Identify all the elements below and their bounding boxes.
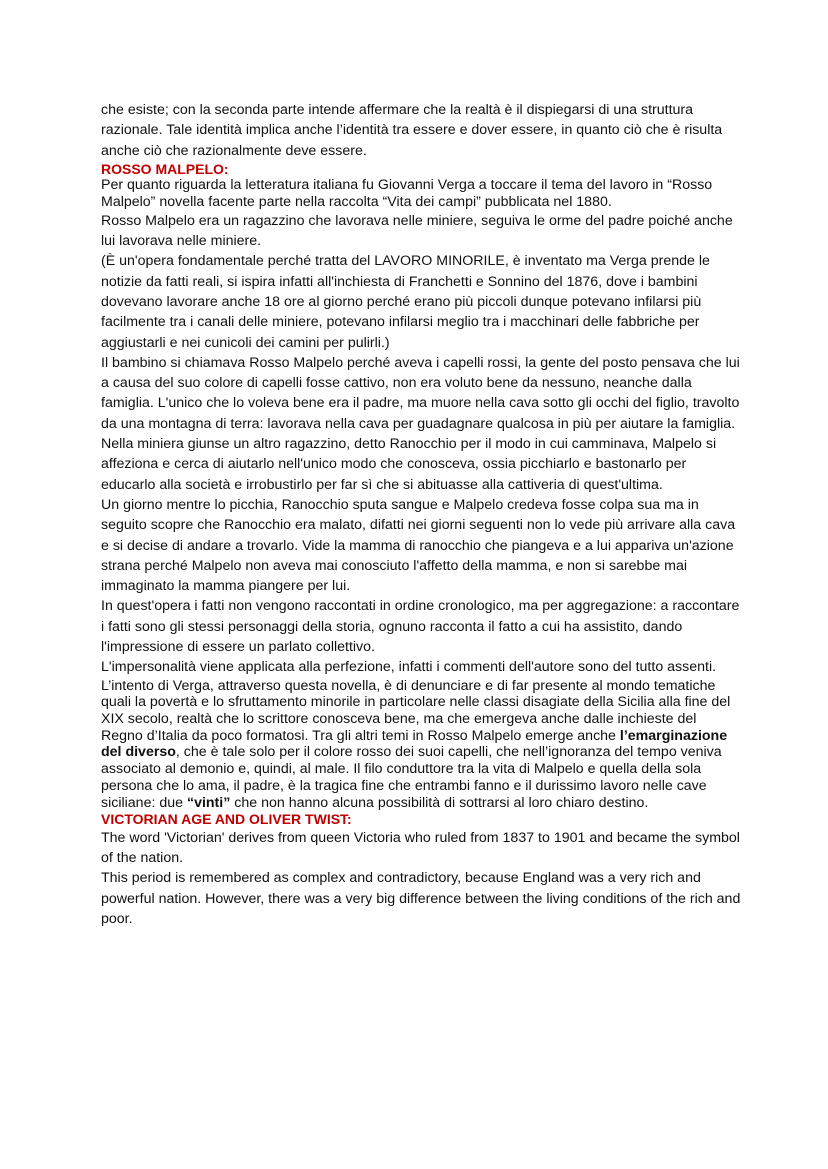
paragraph-red-hair: Il bambino si chiamava Rosso Malpelo perché aveva i capelli rossi, la gente del posto pensava che lui a causa del suo colore di capelli fosse cattivo, non era voluto bene da nessuno, neanche dalla famiglia. L'unico che lo voleva bene era il padre, ma muore nella cava sotto gli occhi del figlio, travolto da una montagna di terra: lavorava nella cava per guadagnare qualcosa in più per aiutare la famiglia. bbox=[101, 354, 740, 432]
paragraph-hegel-rationality: che esiste; con la seconda parte intende affermare che la realtà è il dispiegarsi di una struttura razionale. Tale identità implica anche l’identità tra essere e dover essere, in quanto ciò che è risulta anche ciò che razionalmente deve essere. bbox=[101, 102, 723, 159]
paragraph-verga-intro: Per quanto riguarda la letteratura italiana fu Giovanni Verga a toccare il tema del lavoro in “Rosso Malpelo” novella facente parte nella raccolta “Vita dei campi” pubblicata nel 1880. bbox=[101, 177, 713, 211]
paragraph-ranocchio: Nella miniera giunse un altro ragazzino, detto Ranocchio per il modo in cui camminava, Malpelo si affeziona e cerca di aiutarlo nell'unico modo che conosceva, ossia picchiarlo e bastonarlo per educarlo alla società e irrobustirlo per far sì che si abituasse alla cattiveria di quest'ultima. bbox=[101, 436, 717, 493]
paragraph-impersonality: L'impersonalità viene applicata alla perfezione, infatti i commenti dell'autore sono del tutto assenti. bbox=[101, 659, 717, 676]
intent-text-1: L’intento di Verga, attraverso questa novella, è di denunciare e di far presente al mondo tematiche quali la povertà e lo sfruttamento minorile in particolare nelle classi disagiate della Sicilia alla fine del XIX secolo, realtà che lo scrittore conosceva bene, ma che emergeva anche dalle inchieste del Regno d’Italia da poco formatosi. Tra gli altri temi in Rosso Malpelo emerge anche bbox=[101, 677, 731, 744]
paragraph-victorian-period: This period is remembered as complex and contradictory, because England was a very rich and powerful nation. However, there was a very big difference between the living conditions of the rich and poor. bbox=[101, 870, 741, 927]
paragraph-victorian-word: The word 'Victorian' derives from queen Victoria who ruled from 1837 to 1901 and became the symbol of the nation. bbox=[101, 829, 740, 867]
paragraph-ranocchio-illness: Un giorno mentre lo picchia, Ranocchio sputa sangue e Malpelo credeva fosse colpa sua ma in seguito scopre che Ranocchio era malato, difatti nei giorni seguenti non lo vede più arrivare alla cava e si decise di andare a trovarlo. Vide la mamma di ranocchio che piangeva e a lui appariva un'azione strana perché Malpelo non aveva mai conosciuto l'affetto della mamma, e non si sarebbe mai immaginato la mamma piangere per lui. bbox=[101, 496, 736, 595]
paragraph-aggregation: In quest'opera i fatti non vengono raccontati in ordine cronologico, ma per aggregazione: a raccontare i fatti sono gli stessi personaggi della storia, ognuno racconta il fatto a cui ha assistito, dando l'impressione di essere un parlato collettivo. bbox=[101, 598, 740, 656]
intent-text-3: che non hanno alcuna possibilità di sottrarsi al loro chiaro destino. bbox=[230, 794, 649, 811]
document-page bbox=[101, 100, 741, 929]
intent-text-2: , che è tale solo per il colore rosso dei suoi capelli, che nell’ignoranza del tempo veniva associato al demonio e, quindi, al male. Il filo conduttore tra la vita di Malpelo e quella della sola persona che lo ama, il padre, è la tragica fine che entrambi fanno e il durissimo lavoro nelle cave siciliane: due bbox=[101, 744, 722, 811]
heading-victorian-age: VICTORIAN AGE AND OLIVER TWIST: bbox=[101, 811, 352, 828]
heading-rosso-malpelo: ROSSO MALPELO: bbox=[101, 160, 229, 177]
paragraph-verga-intent bbox=[101, 678, 741, 812]
intent-bold-vinti: “vinti” bbox=[186, 794, 231, 811]
intent-bold-emarginazione: l’emarginazione del diverso bbox=[101, 727, 728, 761]
paragraph-malpelo-mines: Rosso Malpelo era un ragazzino che lavorava nelle miniere, seguiva le orme del padre poiché anche lui lavorava nelle miniere. bbox=[101, 212, 733, 250]
paragraph-lavoro-minorile: (È un'opera fondamentale perché tratta del LAVORO MINORILE, è inventato ma Verga prende le notizie da fatti reali, si ispira infatti all'inchiesta di Franchetti e Sonnino del 1876, dove i bambini dovevano lavorare anche 18 ore al giorno perché erano più piccoli dunque potevano infilarsi più facilmente tra i canali delle miniere, potevano infilarsi meglio tra i macchinari delle fabbriche per aggiustarli e nei cunicoli dei camini per pulirli.) bbox=[101, 253, 710, 351]
